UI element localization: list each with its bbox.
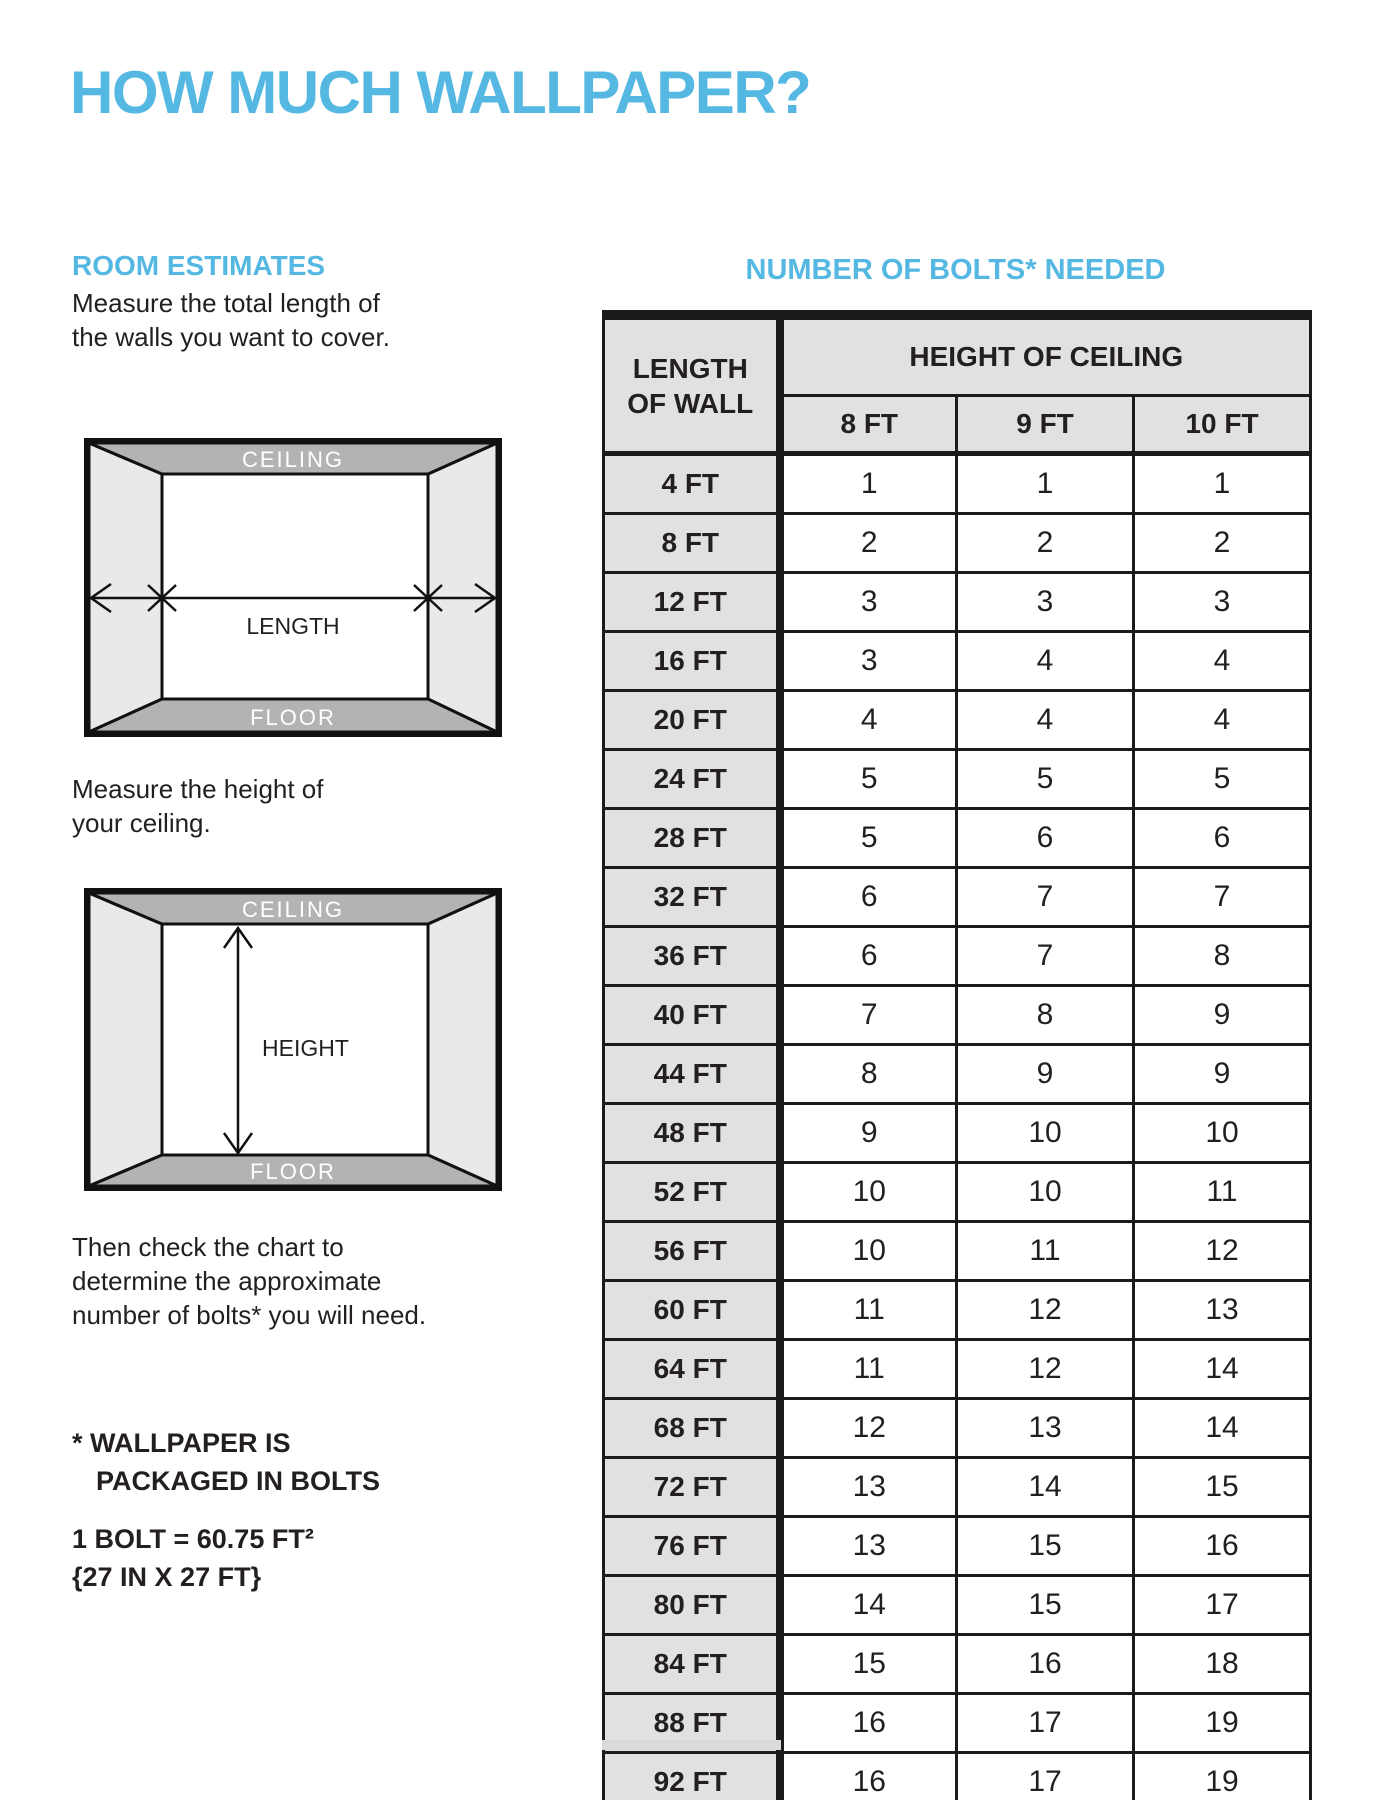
bolt-count-10ft: 13 <box>1134 1281 1311 1340</box>
bolt-count-10ft: 19 <box>1134 1753 1311 1800</box>
length-room-diagram <box>84 438 502 737</box>
bolt-count-8ft: 2 <box>780 514 957 573</box>
table-row <box>604 809 1311 868</box>
bolt-count-10ft: 16 <box>1134 1517 1311 1576</box>
right-wall <box>428 893 497 1186</box>
table-row <box>604 1281 1311 1340</box>
table-row <box>604 691 1311 750</box>
table-row <box>604 986 1311 1045</box>
bolt-count-9ft: 13 <box>957 1399 1134 1458</box>
table-row <box>604 454 1311 514</box>
bolt-count-10ft: 2 <box>1134 514 1311 573</box>
table-row <box>604 868 1311 927</box>
bolt-count-9ft: 12 <box>957 1340 1134 1399</box>
step-2-text <box>72 772 324 840</box>
wall-length-label: 36 FT <box>604 927 780 986</box>
bolt-count-8ft: 13 <box>780 1458 957 1517</box>
wall-length-label: 56 FT <box>604 1222 780 1281</box>
footnote-line-1: * WALLPAPER IS <box>72 1428 291 1458</box>
table-row <box>604 573 1311 632</box>
step-1-text <box>72 286 390 354</box>
ceiling-label: CEILING <box>241 447 345 472</box>
bolt-count-9ft: 7 <box>957 868 1134 927</box>
length-of-wall-header <box>604 315 780 454</box>
bolt-count-8ft: 3 <box>780 632 957 691</box>
bolt-count-8ft: 4 <box>780 691 957 750</box>
bolt-count-8ft: 8 <box>780 1045 957 1104</box>
table-row <box>604 1399 1311 1458</box>
length-label: LENGTH <box>246 613 340 639</box>
bolt-count-10ft: 10 <box>1134 1104 1311 1163</box>
table-row <box>604 514 1311 573</box>
bolt-count-9ft: 3 <box>957 573 1134 632</box>
bolt-count-9ft: 14 <box>957 1458 1134 1517</box>
bolt-count-10ft: 4 <box>1134 691 1311 750</box>
table-row <box>604 750 1311 809</box>
bolt-size-line-1: 1 BOLT = 60.75 FT² <box>72 1524 314 1554</box>
step-3-text <box>72 1230 426 1332</box>
wall-length-label: 64 FT <box>604 1340 780 1399</box>
bolt-count-8ft: 5 <box>780 809 957 868</box>
wall-length-label: 20 FT <box>604 691 780 750</box>
length-of-wall-line-2: OF WALL <box>627 387 754 419</box>
bolt-count-10ft: 7 <box>1134 868 1311 927</box>
wall-length-label: 68 FT <box>604 1399 780 1458</box>
height-label: HEIGHT <box>262 1035 349 1061</box>
bolt-count-9ft: 11 <box>957 1222 1134 1281</box>
bolt-count-9ft: 17 <box>957 1753 1134 1800</box>
bolt-count-9ft: 16 <box>957 1635 1134 1694</box>
wall-length-label: 4 FT <box>604 454 780 514</box>
wall-length-label: 92 FT <box>604 1753 780 1800</box>
room-estimates-heading: ROOM ESTIMATES <box>72 250 326 281</box>
bolt-count-9ft: 2 <box>957 514 1134 573</box>
bolt-count-8ft: 10 <box>780 1163 957 1222</box>
bolt-count-8ft: 12 <box>780 1399 957 1458</box>
step-1-line-2: the walls you want to cover. <box>72 322 390 352</box>
bolt-count-8ft: 7 <box>780 986 957 1045</box>
bolt-count-9ft: 10 <box>957 1163 1134 1222</box>
bolt-count-8ft: 1 <box>780 454 957 514</box>
wall-length-label: 32 FT <box>604 868 780 927</box>
table-body <box>604 454 1311 1800</box>
step-2-line-1: Measure the height of <box>72 774 324 804</box>
bolt-count-8ft: 6 <box>780 927 957 986</box>
table-row <box>604 1045 1311 1104</box>
table-row <box>604 1635 1311 1694</box>
wall-length-label: 44 FT <box>604 1045 780 1104</box>
bolt-count-9ft: 4 <box>957 691 1134 750</box>
bolt-count-8ft: 3 <box>780 573 957 632</box>
ceiling-height-header-9ft: 9 FT <box>957 396 1134 454</box>
wall-length-label: 40 FT <box>604 986 780 1045</box>
table-row <box>604 1340 1311 1399</box>
bolt-count-10ft: 6 <box>1134 809 1311 868</box>
bolt-count-9ft: 7 <box>957 927 1134 986</box>
bolt-count-9ft: 15 <box>957 1576 1134 1635</box>
wall-length-label: 84 FT <box>604 1635 780 1694</box>
bolt-count-9ft: 17 <box>957 1694 1134 1753</box>
left-wall <box>89 893 162 1186</box>
table-bottom-strip <box>602 1740 781 1750</box>
table-row <box>604 1163 1311 1222</box>
wall-length-label: 72 FT <box>604 1458 780 1517</box>
bolt-count-9ft: 4 <box>957 632 1134 691</box>
bolt-count-10ft: 17 <box>1134 1576 1311 1635</box>
table-header <box>604 315 1311 454</box>
bolt-count-10ft: 1 <box>1134 454 1311 514</box>
wall-length-label: 8 FT <box>604 514 780 573</box>
bolt-count-8ft: 9 <box>780 1104 957 1163</box>
page-title: HOW MUCH WALLPAPER? <box>70 59 811 126</box>
step-3-line-2: determine the approximate <box>72 1266 382 1296</box>
bolt-count-8ft: 16 <box>780 1694 957 1753</box>
wallpaper-bolts-footnote <box>72 1424 380 1500</box>
bolt-count-10ft: 11 <box>1134 1163 1311 1222</box>
floor-label: FLOOR <box>250 1159 336 1184</box>
height-room-diagram <box>84 888 502 1191</box>
ceiling-height-header-10ft: 10 FT <box>1134 396 1311 454</box>
bolt-count-10ft: 4 <box>1134 632 1311 691</box>
bolt-count-10ft: 9 <box>1134 1045 1311 1104</box>
wall-length-label: 48 FT <box>604 1104 780 1163</box>
bolt-count-8ft: 10 <box>780 1222 957 1281</box>
bolt-count-10ft: 9 <box>1134 986 1311 1045</box>
bolt-count-10ft: 18 <box>1134 1635 1311 1694</box>
bolt-count-10ft: 8 <box>1134 927 1311 986</box>
table-row <box>604 1753 1311 1800</box>
bolt-count-8ft: 11 <box>780 1281 957 1340</box>
bolt-count-8ft: 5 <box>780 750 957 809</box>
bolt-count-9ft: 8 <box>957 986 1134 1045</box>
bolt-count-10ft: 12 <box>1134 1222 1311 1281</box>
step-3-line-1: Then check the chart to <box>72 1232 344 1262</box>
table-row <box>604 1222 1311 1281</box>
bolts-needed-heading: NUMBER OF BOLTS* NEEDED <box>745 254 1166 286</box>
table-row <box>604 1576 1311 1635</box>
bolt-count-9ft: 12 <box>957 1281 1134 1340</box>
bolt-count-8ft: 16 <box>780 1753 957 1800</box>
bolt-count-10ft: 19 <box>1134 1694 1311 1753</box>
bolt-size-note <box>72 1520 314 1596</box>
bolt-count-9ft: 5 <box>957 750 1134 809</box>
wall-length-label: 52 FT <box>604 1163 780 1222</box>
bolt-count-8ft: 13 <box>780 1517 957 1576</box>
bolt-count-8ft: 11 <box>780 1340 957 1399</box>
bolt-count-8ft: 6 <box>780 868 957 927</box>
bolt-count-10ft: 14 <box>1134 1340 1311 1399</box>
bolt-size-line-2: {27 IN X 27 FT} <box>72 1562 262 1592</box>
ceiling-label: CEILING <box>241 897 345 922</box>
bolt-count-9ft: 15 <box>957 1517 1134 1576</box>
wall-length-label: 76 FT <box>604 1517 780 1576</box>
step-1-line-1: Measure the total length of <box>72 288 380 318</box>
table-row <box>604 1517 1311 1576</box>
ceiling-height-header-8ft: 8 FT <box>780 396 957 454</box>
back-wall <box>162 474 428 699</box>
bolt-count-9ft: 6 <box>957 809 1134 868</box>
wall-length-label: 24 FT <box>604 750 780 809</box>
footnote-line-2: PACKAGED IN BOLTS <box>96 1466 381 1496</box>
wall-length-label: 88 FT <box>604 1694 780 1753</box>
bolt-count-10ft: 15 <box>1134 1458 1311 1517</box>
wall-length-label: 12 FT <box>604 573 780 632</box>
table-row <box>604 1104 1311 1163</box>
step-2-line-2: your ceiling. <box>72 808 211 838</box>
table-row <box>604 1458 1311 1517</box>
wall-length-label: 60 FT <box>604 1281 780 1340</box>
floor-label: FLOOR <box>250 705 336 730</box>
wall-length-label: 16 FT <box>604 632 780 691</box>
length-of-wall-line-1: LENGTH <box>632 352 748 384</box>
table-row <box>604 927 1311 986</box>
bolt-count-10ft: 14 <box>1134 1399 1311 1458</box>
bolt-count-9ft: 1 <box>957 454 1134 514</box>
height-of-ceiling-header: HEIGHT OF CEILING <box>780 315 1311 396</box>
bolt-count-8ft: 14 <box>780 1576 957 1635</box>
bolt-count-10ft: 5 <box>1134 750 1311 809</box>
bolt-count-9ft: 9 <box>957 1045 1134 1104</box>
table-row <box>604 632 1311 691</box>
wall-length-label: 80 FT <box>604 1576 780 1635</box>
wall-length-label: 28 FT <box>604 809 780 868</box>
bolts-table <box>602 310 1312 1800</box>
step-3-line-3: number of bolts* you will need. <box>72 1300 427 1330</box>
bolt-count-10ft: 3 <box>1134 573 1311 632</box>
bolt-count-9ft: 10 <box>957 1104 1134 1163</box>
bolt-count-8ft: 15 <box>780 1635 957 1694</box>
